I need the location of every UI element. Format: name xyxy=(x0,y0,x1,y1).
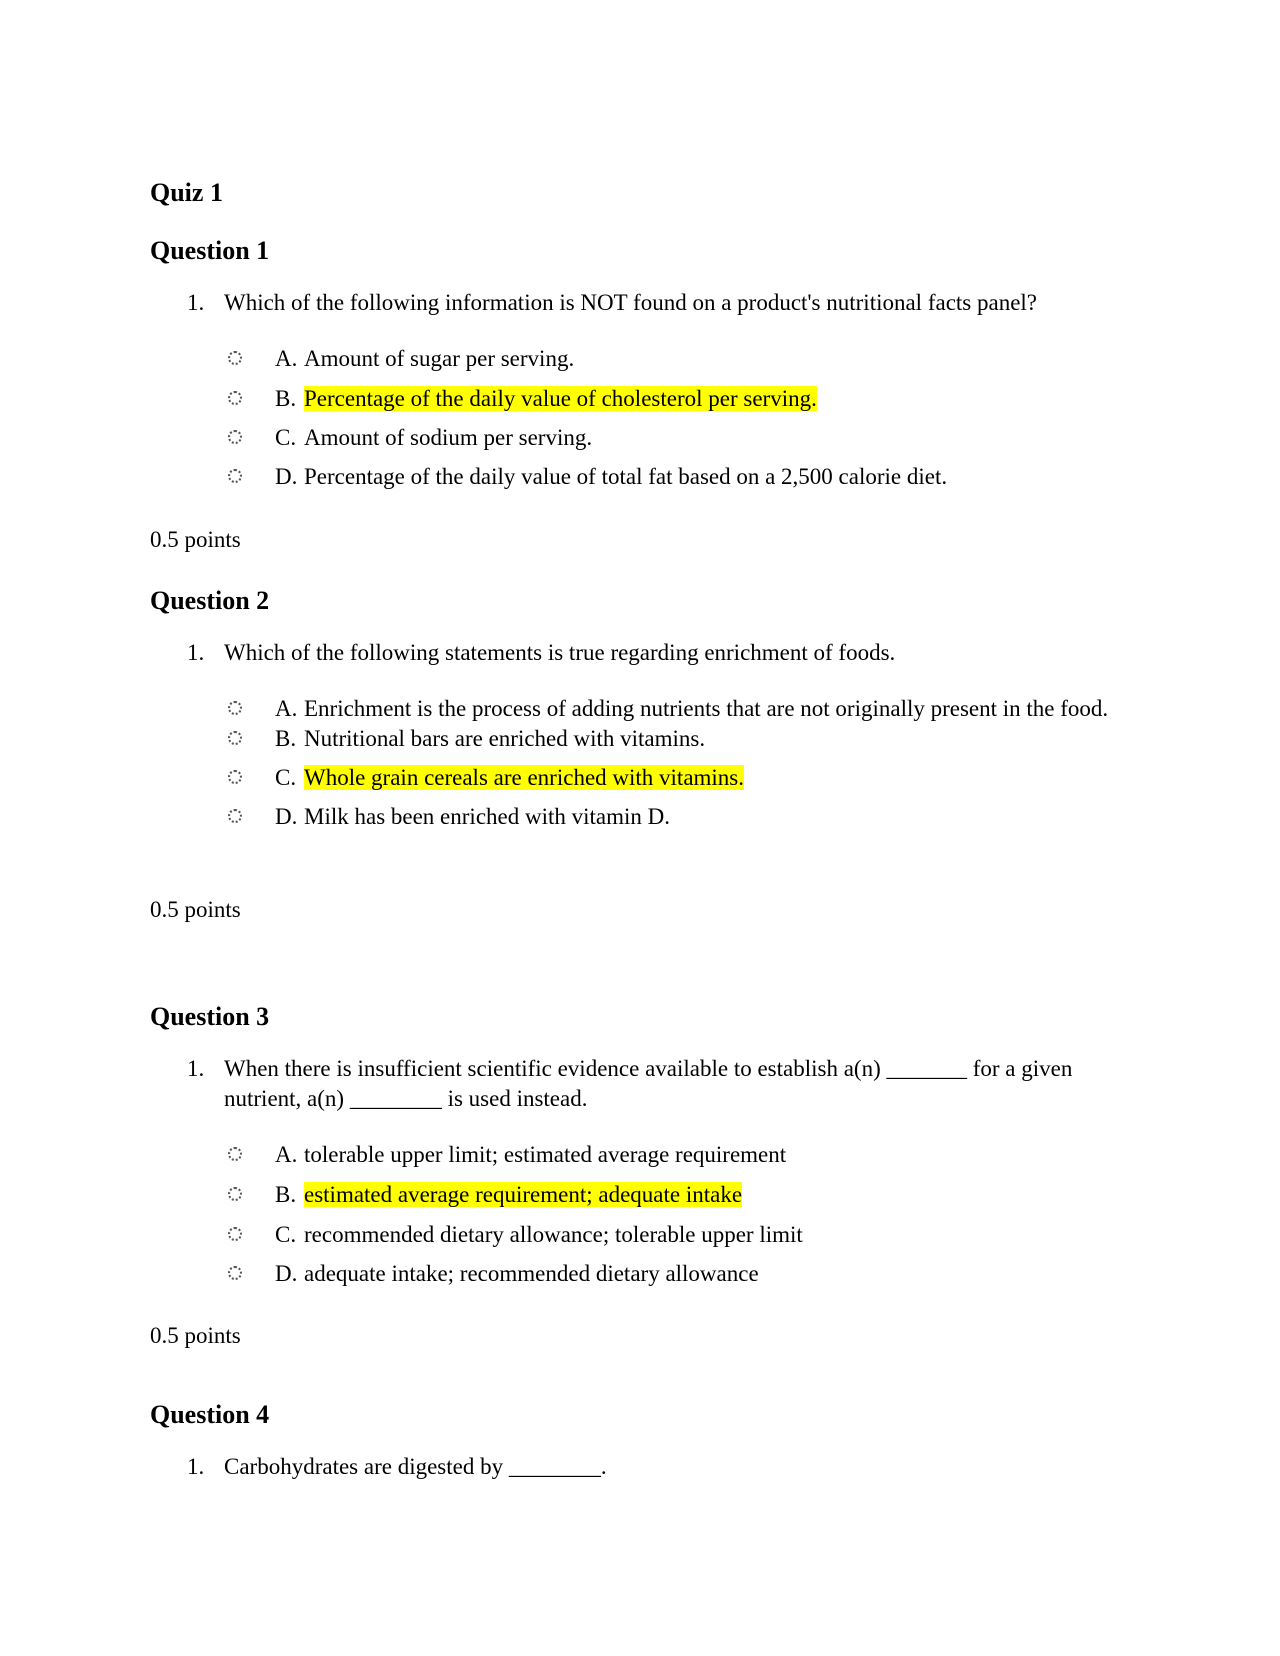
stem-number: 1. xyxy=(187,640,205,665)
option-text: Percentage of the daily value of total fat based on a 2,500 calorie diet. xyxy=(304,464,948,489)
option-text-highlighted: Whole grain cereals are enriched with vitamins. xyxy=(304,765,745,790)
option-c[interactable] xyxy=(228,1221,1128,1249)
option-letter: A. xyxy=(275,346,298,371)
option-text: Enrichment is the process of adding nutrients that are not originally present in the food. xyxy=(304,696,1109,721)
option-text: adequate intake; recommended dietary allowance xyxy=(304,1261,759,1286)
options-list xyxy=(228,1141,1128,1288)
radio-button[interactable] xyxy=(228,731,242,745)
question-title: Question 2 xyxy=(150,586,270,615)
option-text: tolerable upper limit; estimated average requirement xyxy=(304,1142,787,1167)
option-text: Milk has been enriched with vitamin D. xyxy=(304,804,671,829)
question-stem xyxy=(187,1054,1087,1114)
option-letter: C. xyxy=(275,1222,297,1247)
stem-number: 1. xyxy=(187,1454,205,1479)
option-letter: C. xyxy=(275,765,297,790)
option-c[interactable] xyxy=(228,764,1128,792)
option-b[interactable] xyxy=(228,1181,1128,1209)
question-title: Question 4 xyxy=(150,1400,270,1429)
question-title: Question 1 xyxy=(150,236,270,265)
stem-text: Which of the following information is NOT found on a product's nutritional facts panel? xyxy=(224,290,1038,315)
option-letter: C. xyxy=(275,425,297,450)
radio-button[interactable] xyxy=(228,1147,242,1161)
stem-text: Carbohydrates are digested by ________. xyxy=(224,1454,607,1479)
question-2 xyxy=(150,586,1140,922)
quiz-title: Quiz 1 xyxy=(150,178,223,207)
option-text: recommended dietary allowance; tolerable upper limit xyxy=(304,1222,803,1247)
radio-button[interactable] xyxy=(228,391,242,405)
stem-text: When there is insufficient scientific evidence available to establish a(n) _______ for a given nutrient, a(n) ________ is used instead. xyxy=(224,1056,1073,1111)
question-4 xyxy=(150,1400,1140,1479)
option-b[interactable] xyxy=(228,385,1128,413)
option-text: Amount of sugar per serving. xyxy=(304,346,575,371)
radio-button[interactable] xyxy=(228,430,242,444)
radio-button[interactable] xyxy=(228,1227,242,1241)
points-label: 0.5 points xyxy=(150,527,241,552)
option-a[interactable] xyxy=(228,1141,1128,1169)
question-stem xyxy=(187,638,1087,668)
option-text: Nutritional bars are enriched with vitamins. xyxy=(304,726,706,751)
question-stem xyxy=(187,288,1087,318)
option-d[interactable] xyxy=(228,1260,1128,1288)
option-letter: B. xyxy=(275,386,297,411)
options-list xyxy=(228,695,1128,831)
option-c[interactable] xyxy=(228,424,1128,452)
option-b[interactable] xyxy=(228,725,1128,753)
option-letter: B. xyxy=(275,1182,297,1207)
stem-number: 1. xyxy=(187,1056,205,1081)
radio-button[interactable] xyxy=(228,1266,242,1280)
question-title: Question 3 xyxy=(150,1002,270,1031)
points-label: 0.5 points xyxy=(150,1323,241,1348)
option-text: Amount of sodium per serving. xyxy=(304,425,593,450)
question-stem xyxy=(187,1452,1087,1482)
option-letter: A. xyxy=(275,1142,298,1167)
points-label: 0.5 points xyxy=(150,897,241,922)
stem-number: 1. xyxy=(187,290,205,315)
option-letter: D. xyxy=(275,804,298,829)
option-a[interactable] xyxy=(228,695,1128,723)
option-d[interactable] xyxy=(228,803,1128,831)
radio-button[interactable] xyxy=(228,1187,242,1201)
option-text-highlighted: estimated average requirement; adequate intake xyxy=(304,1182,743,1207)
options-list xyxy=(228,345,1128,491)
radio-button[interactable] xyxy=(228,469,242,483)
question-1 xyxy=(150,236,1140,552)
option-letter: D. xyxy=(275,1261,298,1286)
stem-text: Which of the following statements is true regarding enrichment of foods. xyxy=(224,640,896,665)
option-letter: D. xyxy=(275,464,298,489)
option-a[interactable] xyxy=(228,345,1128,373)
option-text-highlighted: Percentage of the daily value of cholesterol per serving. xyxy=(304,386,817,411)
option-d[interactable] xyxy=(228,463,1128,491)
radio-button[interactable] xyxy=(228,351,242,365)
radio-button[interactable] xyxy=(228,770,242,784)
option-letter: A. xyxy=(275,696,298,721)
option-letter: B. xyxy=(275,726,297,751)
radio-button[interactable] xyxy=(228,701,242,715)
question-3 xyxy=(150,1002,1140,1348)
radio-button[interactable] xyxy=(228,809,242,823)
